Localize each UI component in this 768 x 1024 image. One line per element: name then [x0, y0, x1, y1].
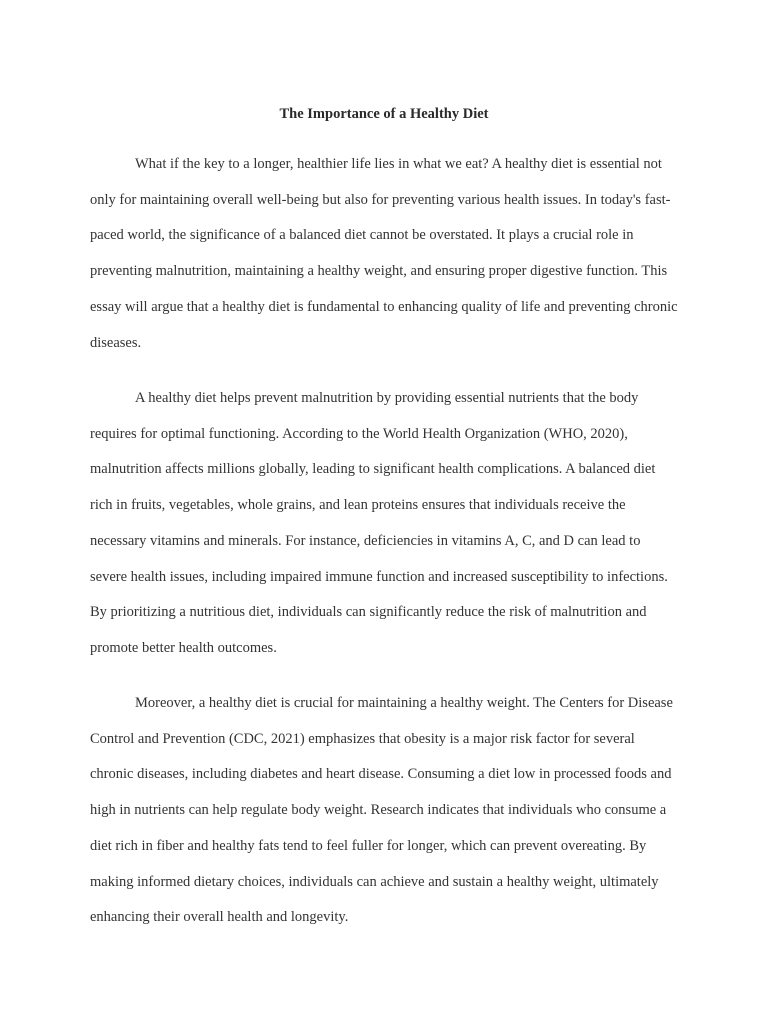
body-paragraph: What if the key to a longer, healthier life lies in what we eat? A healthy diet is essential not only for maintaining overall well-being but also for preventing various health issues. In today's fast-paced world, the significance of a balanced diet cannot be overstated. It plays a crucial role in preventing malnutrition, maintaining a healthy weight, and ensuring proper digestive function. This essay will argue that a healthy diet is fundamental to enhancing quality of life and preventing chronic diseases.	[90, 156, 678, 351]
document-title: The Importance of a Healthy Diet	[279, 106, 489, 122]
body-paragraph: Moreover, a healthy diet is crucial for maintaining a healthy weight. The Centers for Disease Control and Prevention (CDC, 2021) emphasizes that obesity is a major risk factor for several chronic diseases, including diabetes and heart disease. Consuming a diet low in processed foods and high in nutrients can help regulate body weight. Research indicates that individuals who consume a diet rich in fiber and healthy fats tend to feel fuller for longer, which can prevent overeating. By making informed dietary choices, individuals can achieve and sustain a healthy weight, ultimately enhancing their overall health and longevity.	[90, 695, 673, 926]
body-paragraph: A healthy diet helps prevent malnutrition by providing essential nutrients that the body requires for optimal functioning. According to the World Health Organization (WHO, 2020), malnutrition affects millions globally, leading to significant health complications. A balanced diet rich in fruits, vegetables, whole grains, and lean proteins ensures that individuals receive the necessary vitamins and minerals. For instance, deficiencies in vitamins A, C, and D can lead to severe health issues, including impaired immune function and increased susceptibility to infections. By prioritizing a nutritious diet, individuals can significantly reduce the risk of malnutrition and promote better health outcomes.	[90, 390, 668, 656]
